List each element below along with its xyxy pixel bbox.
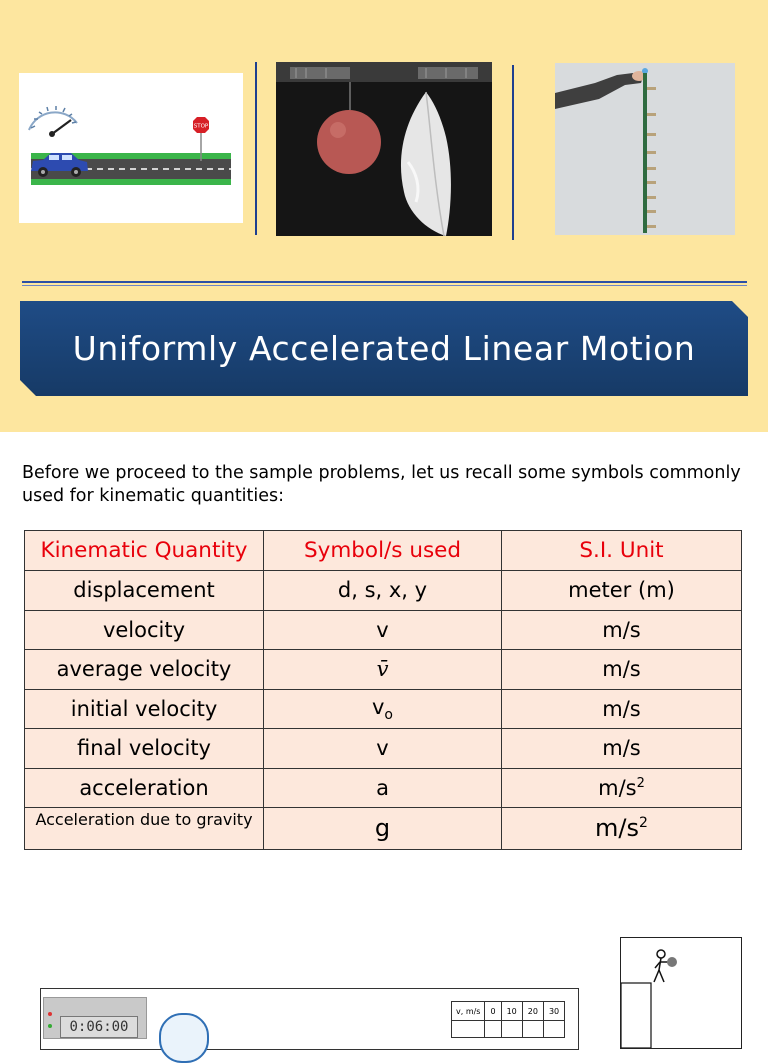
unit-cell bbox=[502, 768, 742, 808]
hero-section bbox=[0, 0, 768, 432]
timer-led-icon bbox=[48, 1024, 52, 1028]
quantity-cell: displacement bbox=[25, 571, 264, 611]
symbol-cell: v bbox=[264, 610, 502, 650]
quantity-cell: final velocity bbox=[25, 729, 264, 769]
symbol-cell: d, s, x, y bbox=[264, 571, 502, 611]
unit-cell: meter (m) bbox=[502, 571, 742, 611]
lower-figure-frame bbox=[40, 988, 579, 1050]
unit-cell bbox=[502, 808, 742, 850]
page-title: Uniformly Accelerated Linear Motion bbox=[72, 329, 696, 368]
symbol-cell bbox=[264, 689, 502, 729]
symbol-subscript: o bbox=[384, 706, 393, 723]
intro-paragraph: Before we proceed to the sample problems, let us recall some symbols commonly used for kinematic quantities: bbox=[22, 463, 741, 506]
symbol-text: v̄ bbox=[376, 657, 389, 682]
quantity-cell: initial velocity bbox=[25, 689, 264, 729]
speedometer-icon bbox=[29, 106, 77, 137]
unit-cell: m/s bbox=[502, 650, 742, 690]
stop-sign-text: STOP bbox=[193, 123, 209, 130]
image-divider bbox=[255, 62, 257, 235]
ball-feather-svg bbox=[276, 62, 492, 236]
ball-icon bbox=[317, 110, 381, 174]
unit-text: m/s bbox=[595, 814, 640, 843]
ruler-svg bbox=[555, 63, 735, 235]
building-icon bbox=[621, 983, 651, 1048]
car-speedometer-illustration bbox=[19, 73, 243, 223]
unit-cell: m/s bbox=[502, 610, 742, 650]
table-row bbox=[25, 650, 742, 690]
timer-device bbox=[43, 997, 147, 1039]
symbol-cell: v bbox=[264, 729, 502, 769]
tower-figure bbox=[620, 937, 742, 1049]
table-row bbox=[25, 610, 742, 650]
table-row bbox=[25, 729, 742, 769]
timer-display: 0:06:00 bbox=[60, 1016, 138, 1038]
title-banner bbox=[20, 301, 748, 396]
table-row bbox=[25, 571, 742, 611]
unit-text: m/s bbox=[598, 775, 637, 800]
kinematic-quantities-table bbox=[24, 530, 742, 850]
table-row bbox=[25, 808, 742, 850]
stick-figure-icon bbox=[654, 950, 668, 982]
hand-holding-ruler-photo bbox=[555, 63, 735, 235]
velocity-table bbox=[451, 1001, 565, 1038]
velocity-table-cell: 20 bbox=[522, 1002, 543, 1021]
column-header: S.I. Unit bbox=[502, 531, 742, 571]
velocity-table-cell: 0 bbox=[485, 1002, 501, 1021]
ball-icon bbox=[667, 957, 677, 967]
velocity-table-cell: v, m/s bbox=[452, 1002, 485, 1021]
person-throwing-ball-svg bbox=[621, 938, 741, 1048]
unit-cell: m/s bbox=[502, 689, 742, 729]
symbol-cell: g bbox=[264, 808, 502, 850]
table-row bbox=[25, 689, 742, 729]
car-speedometer-svg bbox=[19, 73, 243, 223]
symbol-cell: a bbox=[264, 768, 502, 808]
table-header-row bbox=[25, 531, 742, 571]
quantity-cell: velocity bbox=[25, 610, 264, 650]
symbol-text: v bbox=[371, 694, 385, 719]
unit-cell: m/s bbox=[502, 729, 742, 769]
ball-and-feather-drop-photo bbox=[276, 62, 492, 236]
unit-superscript: 2 bbox=[639, 815, 648, 832]
table-row bbox=[25, 768, 742, 808]
velocity-table-cell: 10 bbox=[501, 1002, 522, 1021]
velocity-table-cell: 30 bbox=[543, 1002, 564, 1021]
section-divider bbox=[22, 281, 747, 286]
quantity-cell: Acceleration due to gravity bbox=[25, 808, 264, 850]
timer-led-icon bbox=[48, 1012, 52, 1016]
symbol-cell bbox=[264, 650, 502, 690]
stopwatch-icon bbox=[159, 1013, 209, 1063]
column-header: Symbol/s used bbox=[264, 531, 502, 571]
unit-superscript: 2 bbox=[636, 775, 645, 791]
image-divider bbox=[512, 65, 514, 240]
quantity-cell: acceleration bbox=[25, 768, 264, 808]
quantity-cell: average velocity bbox=[25, 650, 264, 690]
column-header: Kinematic Quantity bbox=[25, 531, 264, 571]
